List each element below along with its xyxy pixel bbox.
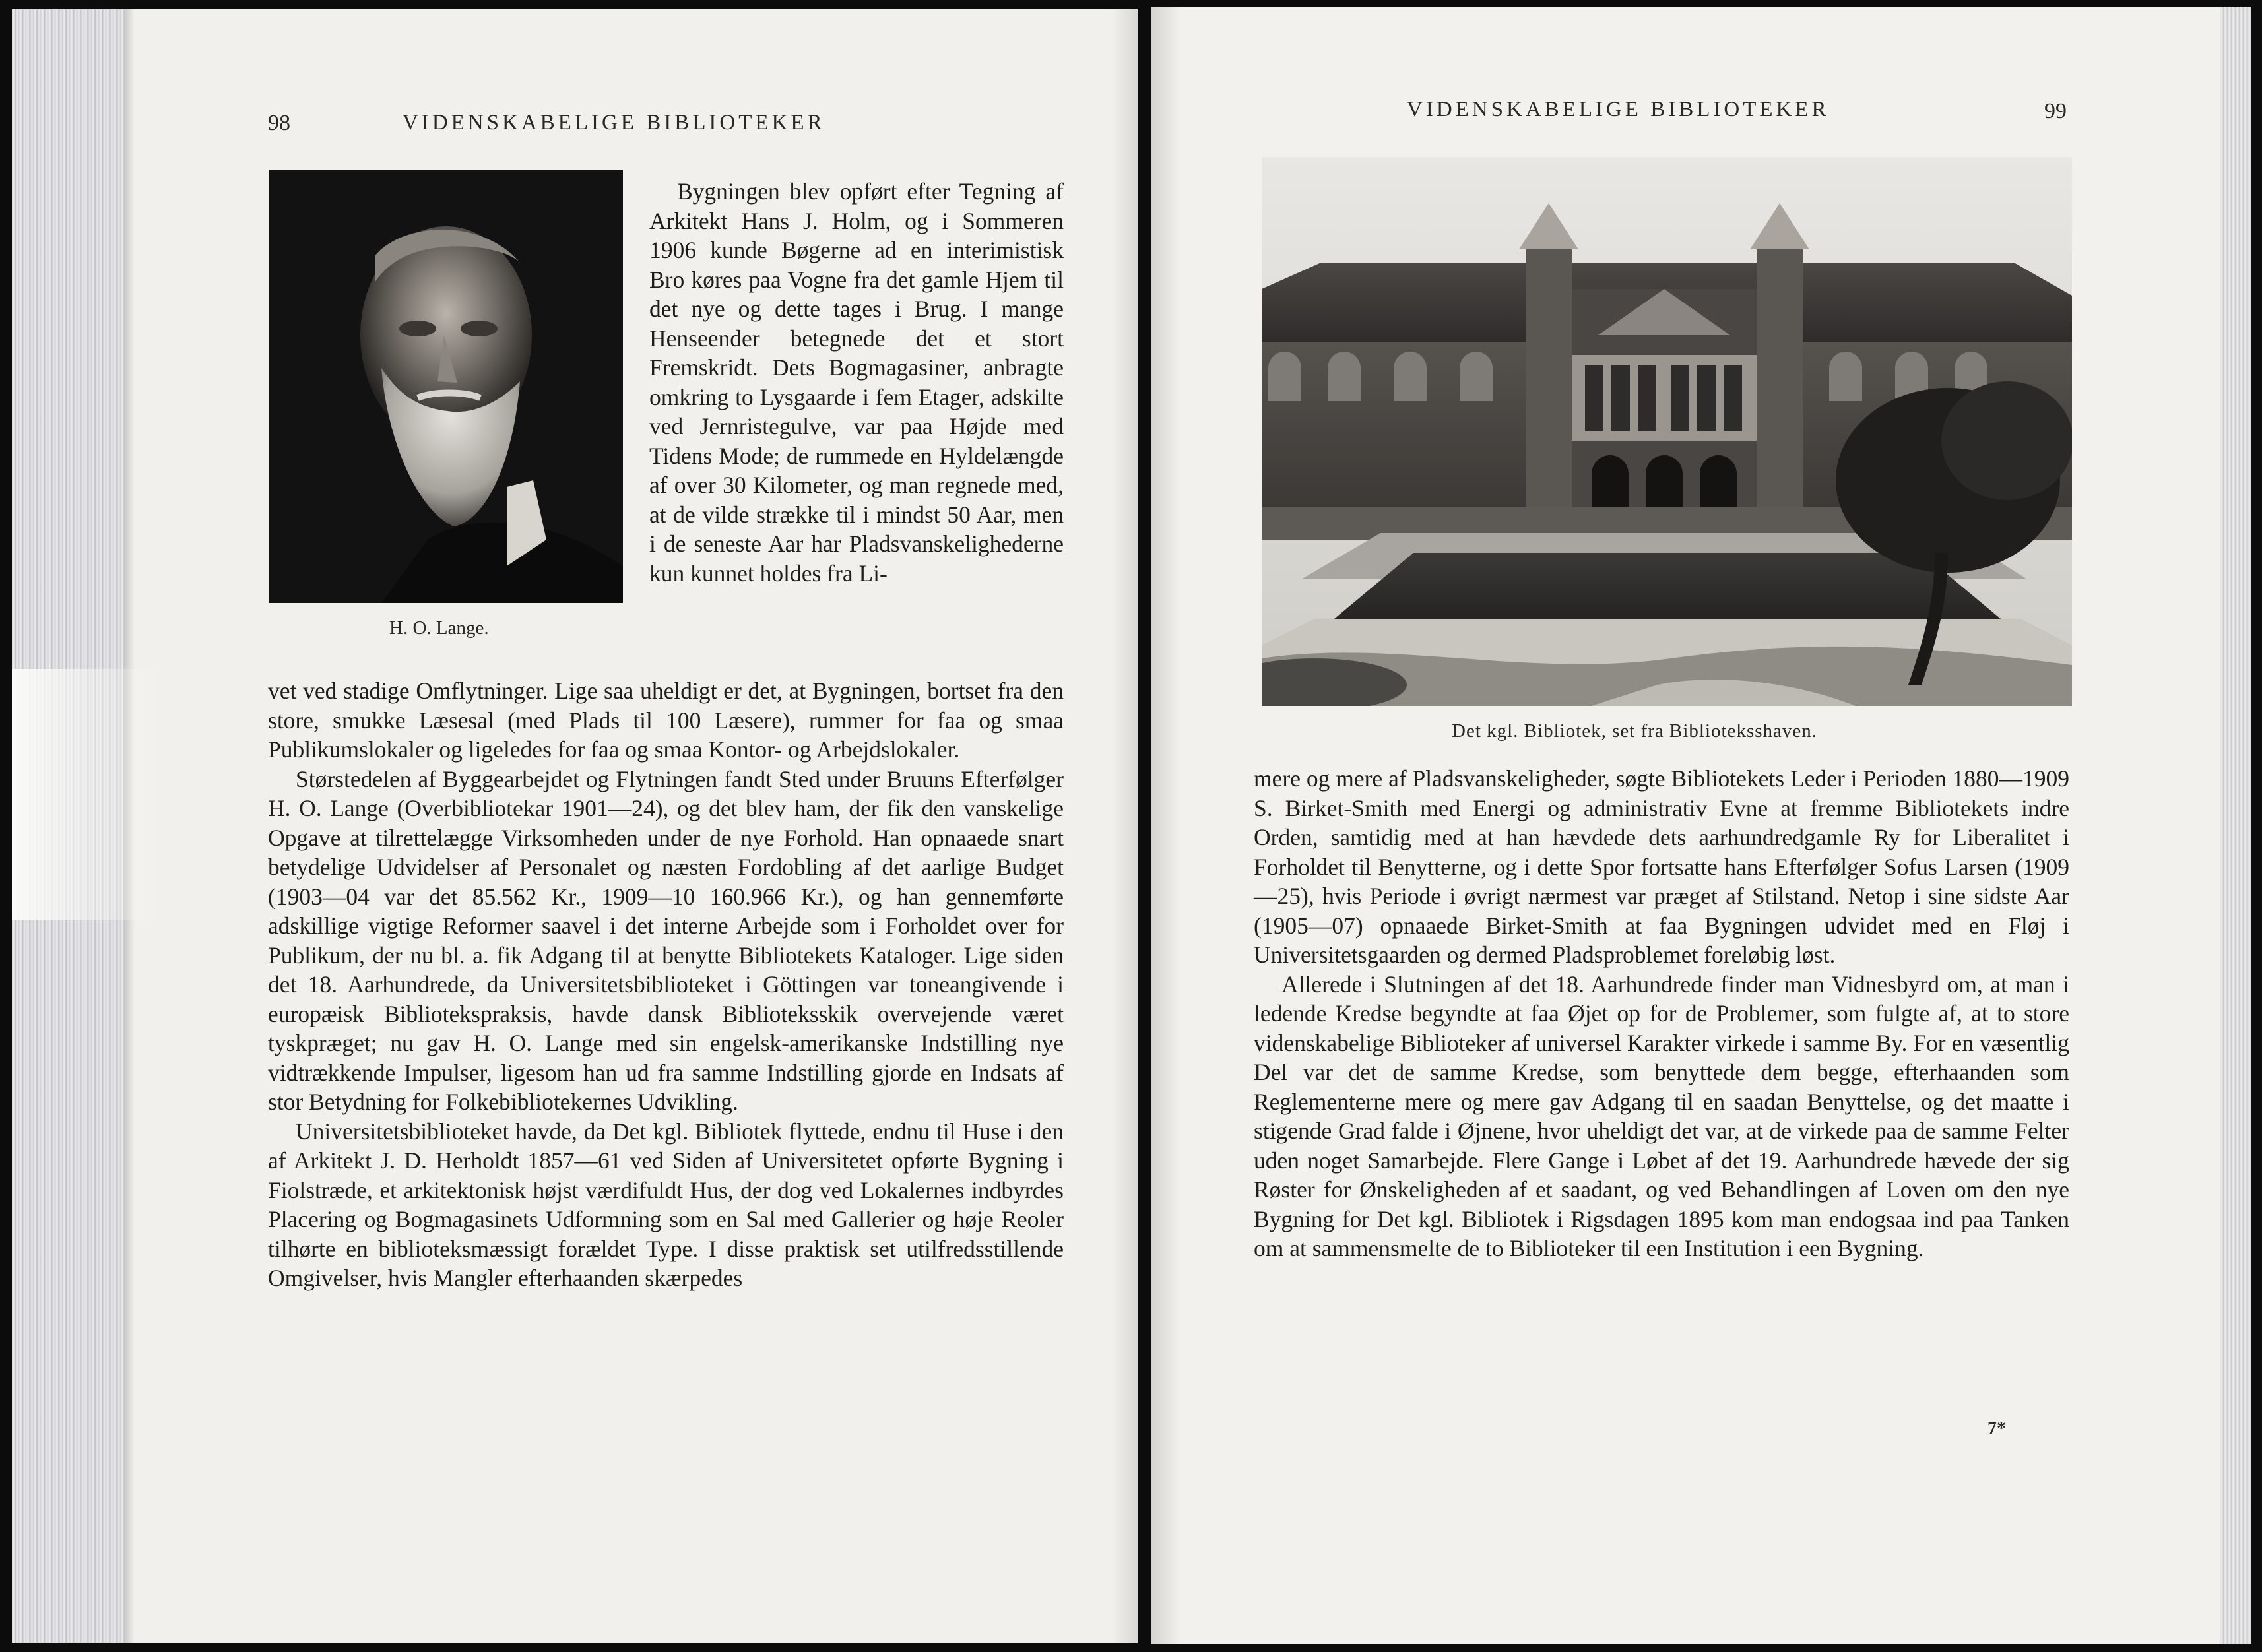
left-page [12, 9, 1138, 1643]
running-head: VIDENSKABELIGE BIBLIOTEKER [403, 111, 825, 135]
library-building-photo-icon [1262, 157, 2072, 706]
portrait-photo [269, 170, 623, 603]
portrait-photo-icon [269, 170, 623, 603]
right-page [1151, 7, 2220, 1644]
gutter-shadow [1151, 7, 1181, 1644]
paragraph-continuation: vet ved stadige Omflytninger. Lige saa uheldigt er det, at Bygningen, bortset fra den store, smukke Læsesal (med Plads til 100 Læsere), rummer for faa og smaa Publikumslokaler og ligeledes for faa og smaa Kontor- og Arbejdslokaler. [268, 678, 1064, 763]
page-edge-highlight [12, 669, 164, 920]
paragraph-lange: Størstedelen af Byggearbejdet og Flytningen fandt Sted under Bruuns Efterfølger H. O. Lange (Overbibliotekar 1901—24), og det blev ham, der fik den vanskelige Opgave at tilrettelægge Virksomheden under de nye Forhold. Han opnaaede snart betydelige Udvidelser af Personalet og næsten Fordobling af det aarlige Budget (1903—04 var det 85.562 Kr., 1909—10 160.966 Kr.), og han gennemførte adskillige vigtige Reformer saavel i det interne Arbejde som i Forholdet over for Publikum, der nu bl. a. fik Adgang til at benytte Bibliotekets Kataloger. Lige siden det 18. Aarhundrede, da Universitetsbiblioteket i Göttingen var toneangivende i europæisk Bibliotekspraksis, havde dansk Biblioteksskik overvejende været tyskpræget; nu gav H. O. Lange med sin engelsk-amerikanske Indstilling nye vidtrækkende Impulser, ligesom han ud fra samme Indstilling gjorde en Indsats af stor Betydning for Folkebibliotekernes Udvikling. [268, 765, 1064, 1115]
photo-caption: Det kgl. Bibliotek, set fra Biblioteksshaven. [1452, 720, 1818, 742]
running-head: VIDENSKABELIGE BIBLIOTEKER [1407, 98, 1830, 121]
paragraph-birket-smith: mere og mere af Pladsvanskeligheder, søgte Bibliotekets Leder i Perioden 1880—1909 S. Birket-Smith med Energi og administrativ Evne at fremme Bibliotekets indre Orden, samtidig med at han hævdede dets aarhundredgamle Ry for Liberalitet i Forholdet til Benytterne, og i dette Spor fortsatte hans Efterfølger Sofus Larsen (1909—25), hvis Periode i øvrigt nærmest var præget af Stilstand. Netop i sine sidste Aar (1905—07) opnaaede Birket-Smith at faa Bygningen udvidet med en Fløj i Universitetsgaarden og dermed Pladsproblemet foreløbig løst. [1254, 765, 2069, 968]
library-photo [1262, 157, 2072, 706]
column-paragraph-text: Bygningen blev opført efter Tegning af Arkitekt Hans J. Holm, og i Sommeren 1906 kunde Bøgerne ad en interimistisk Bro køres paa Vogne fra det gamle Hjem til det nye og dette tages i Brug. I mange Henseender betegnede det et stort Fremskridt. Dets Bogmagasiner, anbragte omkring to Lysgaarde i fem Etager, adskilte ved Jernristegulve, var paa Højde med Tidens Mode; de rummede en Hyldelængde af over 30 Kilometer, og man regnede med, at de vilde strække til i mindst 50 Aar, men i de seneste Aar har Pladsvanskelighederne kun kunnet holdes fra Li- [649, 178, 1064, 587]
page-number: 99 [2044, 99, 2067, 123]
paragraph-kredse: Allerede i Slutningen af det 18. Aarhundrede finder man Vidnesbyrd om, at man i ledende Kredse begyndte at faa Øjet op for de Problemer, som fulgte af, at to store videnskabelige Biblioteker af universel Karakter virkede i samme By. For en væsentlig Del var det de samme Kredse, som benyttede dem begge, efterhaanden som Reglementerne mere og mere gav Adgang til en saadan Benyttelse, og det maatte i stigende Grad falde i Øjnene, hvor uheldigt det var, at de virkede paa de samme Felter uden noget Samarbejde. Flere Gange i Løbet af det 19. Aarhundrede hævede der sig Røster for Ønskeligheden af et saadant, og ved Behandlingen af Loven om den nye Bygning for Det kgl. Bibliotek i Rigsdagen 1895 kom man endogsaa ind paa Tanken om at sammensmelte de to Biblioteker til een Institution i een Bygning. [1254, 970, 2069, 1261]
portrait-caption: H. O. Lange. [389, 618, 489, 639]
right-page-edge [2220, 7, 2251, 1644]
gutter-shadow [1111, 9, 1138, 1643]
signature-mark: 7* [1987, 1418, 2006, 1439]
column-paragraph [649, 177, 1064, 588]
body-text [1254, 764, 2069, 1263]
paragraph-universitetsbiblioteket: Universitetsbiblioteket havde, da Det kgl. Bibliotek flyttede, endnu til Huse i den af Arkitekt J. D. Herholdt 1857—61 ved Siden af Universitetet opførte Bygning i Fiolstræde, et arkitektonisk højst værdifuldt Hus, der dog ved Lokalernes indbyrdes Placering og Bogmagasinets Udformning som en Sal med Gallerier og høje Reoler tilhørte en biblioteksmæssigt forældet Type. I disse praktisk set utilfredsstillende Omgivelser, hvis Mangler efterhaanden skærpedes [268, 1118, 1064, 1291]
body-text [268, 676, 1064, 1293]
page-number: 98 [268, 111, 290, 135]
